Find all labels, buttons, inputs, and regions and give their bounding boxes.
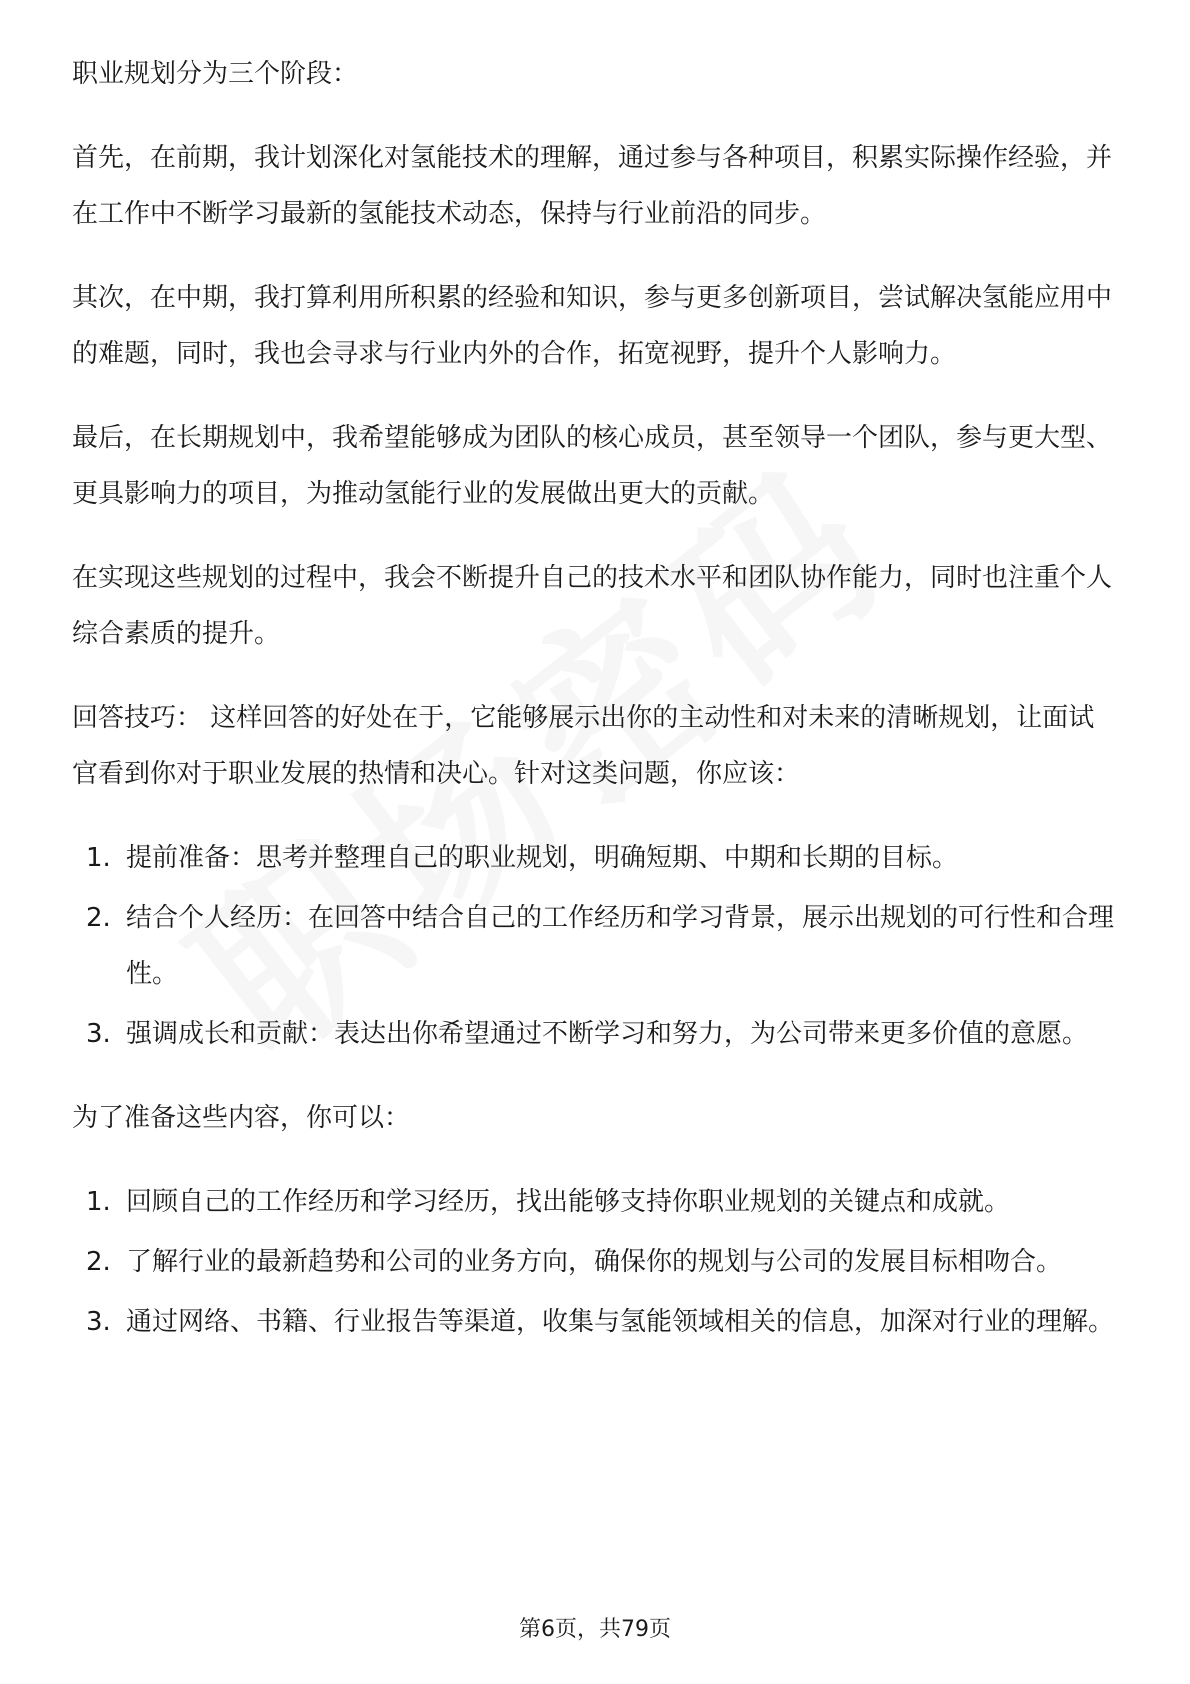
list-item-text: 强调成长和贡献：表达出你希望通过不断学习和努力，为公司带来更多价值的意愿。 [126,1019,1089,1049]
list-item [72,1294,1118,1350]
list-item-text: 了解行业的最新趋势和公司的业务方向，确保你的规划与公司的发展目标相吻合。 [126,1247,1063,1277]
list-number: 3. [86,1019,111,1049]
list-item [72,1174,1118,1230]
paragraph-mid-stage: 其次，在中期，我打算利用所积累的经验和知识，参与更多创新项目，尝试解决氢能应用中的难题，同时，我也会寻求与行业内外的合作，拓宽视野，提升个人影响力。 [72,283,1113,369]
paragraph-early-stage: 首先，在前期，我计划深化对氢能技术的理解，通过参与各种项目，积累实际操作经验，并在工作中不断学习最新的氢能技术动态，保持与行业前沿的同步。 [72,143,1113,229]
page-number-footer: 第6页，共79页 [519,1617,671,1642]
list-number: 2. [86,1247,111,1277]
list-item [72,890,1118,1002]
paragraph-long-stage: 最后，在长期规划中，我希望能够成为团队的核心成员，甚至领导一个团队，参与更大型、更具影响力的项目，为推动氢能行业的发展做出更大的贡献。 [72,423,1113,509]
prepare-list [72,1174,1118,1350]
prepare-heading: 为了准备这些内容，你可以： [72,1103,411,1133]
list-number: 1. [86,1187,111,1217]
document-body [72,46,1118,1378]
list-number: 2. [86,903,111,933]
list-number: 3. [86,1307,111,1337]
list-number: 1. [86,843,111,873]
paragraph-answer-tips: 回答技巧： 这样回答的好处在于，它能够展示出你的主动性和对未来的清晰规划，让面试官看到你对于职业发展的热情和决心。针对这类问题，你应该： [72,703,1095,789]
list-item-text: 提前准备：思考并整理自己的职业规划，明确短期、中期和长期的目标。 [126,843,959,873]
list-item-text: 结合个人经历：在回答中结合自己的工作经历和学习背景，展示出规划的可行性和合理性。 [126,903,1115,989]
list-item [72,830,1118,886]
paragraph-process: 在实现这些规划的过程中，我会不断提升自己的技术水平和团队协作能力，同时也注重个人综合素质的提升。 [72,563,1113,649]
list-item-text: 通过网络、书籍、行业报告等渠道，收集与氢能领域相关的信息，加深对行业的理解。 [126,1307,1115,1337]
tips-list [72,830,1118,1062]
intro-text: 职业规划分为三个阶段： [72,59,359,89]
list-item [72,1006,1118,1062]
list-item-text: 回顾自己的工作经历和学习经历，找出能够支持你职业规划的关键点和成就。 [126,1187,1011,1217]
list-item [72,1234,1118,1290]
